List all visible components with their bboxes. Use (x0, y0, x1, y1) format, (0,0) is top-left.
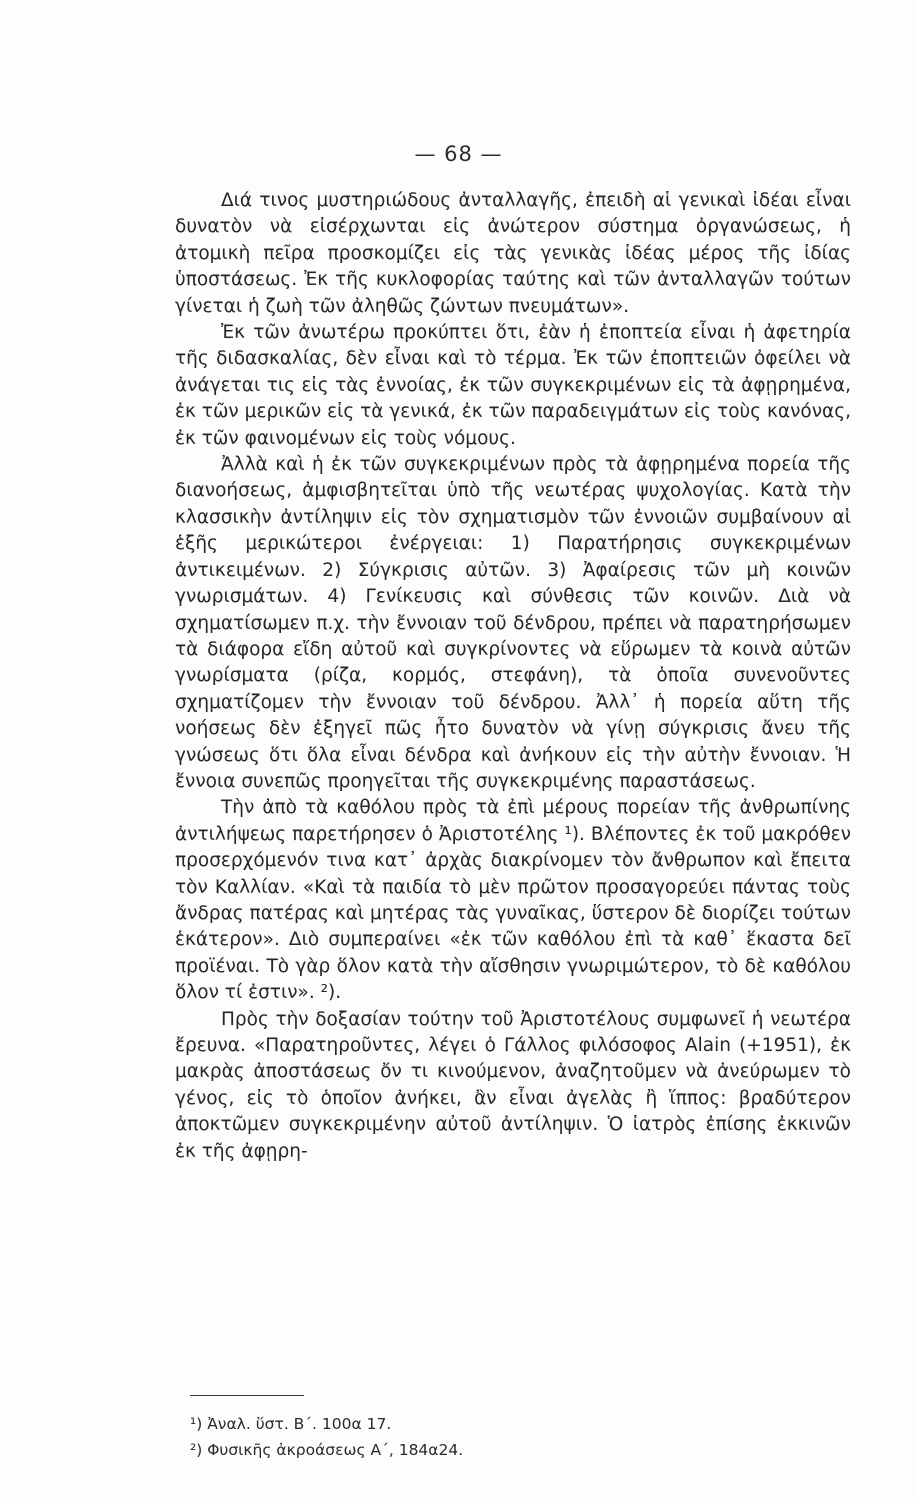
footnote: ¹) Ἀναλ. ὕστ. Β΄. 100α 17. (190, 1415, 392, 1433)
paragraph-continuation: Διά τινος μυστηριώδους ἀνταλλαγῆς, ἐπειδὴ αἱ γενικαὶ ἰδέαι εἶναι δυνατὸν νὰ εἰσέρχωνται εἰς ἀνώτερον σύστημα ὀργανώσεως, ἡ ἀτομικὴ πεῖρα προσκομίζει εἰς τὰς γενικὰς ἰδέας μέρος τῆς ἰδίας ὑποστάσεως. Ἐκ τῆς κυκλοφορίας ταύτης καὶ τῶν ἀνταλλαγῶν τούτων γίνεται ἡ ζωὴ τῶν ἀληθῶς ζώντων πνευμάτων». (175, 190, 851, 317)
paragraph: Πρὸς τὴν δοξασίαν τούτην τοῦ Ἀριστοτέλους συμφωνεῖ ἡ νεωτέρα ἔρευνα. «Παρατηροῦντες, λέγει ὁ Γάλλος φιλόσοφος Alain (+1951), ἐκ μακρὰς ἀποστάσεως ὄν τι κινούμενον, ἀναζητοῦμεν νὰ ἀνεύρωμεν τὸ γένος, εἰς τὸ ὁποῖον ἀνήκει, ἂν εἶναι ἀγελὰς ἢ ἵππος: βραδύτερον ἀποκτῶμεν συγκεκριμένην αὐτοῦ ἀντίληψιν. Ὁ ἰατρὸς ἐπίσης ἐκκινῶν ἐκ τῆς ἀφῃρη- (175, 1008, 851, 1162)
paragraph: Τὴν ἀπὸ τὰ καθόλου πρὸς τὰ ἐπὶ μέρους πορείαν τῆς ἀνθρωπίνης ἀντιλήψεως παρετήρησεν ὁ Ἀριστοτέλης ¹). Βλέποντες ἐκ τοῦ μακρόθεν προσερχόμενόν τινα κατ᾽ ἀρχὰς διακρίνομεν τὸν ἄνθρωπον καὶ ἔπειτα τὸν Καλλίαν. «Καὶ τὰ παιδία τὸ μὲν πρῶτον προσαγορεύει πάντας τοὺς ἄνδρας πατέρας καὶ μητέρας τὰς γυναῖκας, ὕστερον δὲ διορίζει τούτων ἑκάτερον». Διὸ συμπεραίνει «ἐκ τῶν καθόλου ἐπὶ τὰ καθ᾽ ἕκαστα δεῖ προϊέναι. Τὸ γὰρ ὅλον κατὰ τὴν αἴσθησιν γνωριμώτερον, τὸ δὲ καθόλου ὅλον τί ἐστιν». ²). (175, 797, 851, 1004)
footnotes (190, 1411, 790, 1463)
page-number: — 68 — (414, 142, 503, 166)
body-text (175, 188, 851, 1165)
paragraph: Ἐκ τῶν ἀνωτέρω προκύπτει ὅτι, ἐὰν ἡ ἐποπτεία εἶναι ἡ ἀφετηρία τῆς διδασκαλίας, δὲν εἶναι καὶ τὸ τέρμα. Ἐκ τῶν ἐποπτειῶν ὀφείλει νὰ ἀνάγεται τις εἰς τὰς ἐννοίας, ἐκ τῶν συγκεκριμένων εἰς τὰ ἀφῃρημένα, ἐκ τῶν μερικῶν εἰς τὰ γενικά, ἐκ τῶν παραδειγμάτων εἰς τοὺς κανόνας, ἐκ τῶν φαινομένων εἰς τοὺς νόμους. (175, 322, 851, 449)
footnote-divider (190, 1395, 304, 1396)
footnote: ²) Φυσικῆς ἀκροάσεως Α΄, 184α24. (190, 1441, 464, 1459)
paragraph: Ἀλλὰ καὶ ἡ ἐκ τῶν συγκεκριμένων πρὸς τὰ ἀφῃρημένα πορεία τῆς διανοήσεως, ἀμφισβητεῖται ὑπὸ τῆς νεωτέρας ψυχολογίας. Κατὰ τὴν κλασσικὴν ἀντίληψιν εἰς τὸν σχηματισμὸν τῶν ἐννοιῶν συμβαίνουν αἱ ἑξῆς μερικώτεροι ἐνέργειαι: 1) Παρατήρησις συγκεκριμένων ἀντικειμένων. 2) Σύγκρισις αὐτῶν. 3) Ἀφαίρεσις τῶν μὴ κοινῶν γνωρισμάτων. 4) Γενίκευσις καὶ σύνθεσις τῶν κοινῶν. Διὰ νὰ σχηματίσωμεν π.χ. τὴν ἔννοιαν τοῦ δένδρου, πρέπει νὰ παρατηρήσωμεν τὰ διάφορα εἴδη αὐτοῦ καὶ συγκρίνοντες νὰ εὕρωμεν τὰ κοινὰ αὐτῶν γνωρίσματα (ρίζα, κορμός, στεφάνη), τὰ ὁποῖα συνενοῦντες σχηματίζομεν τὴν ἔννοιαν τοῦ δένδρου. Ἀλλ᾽ ἡ πορεία αὕτη τῆς νοήσεως δὲν ἐξηγεῖ πῶς ἦτο δυνατὸν νὰ γίνῃ σύγκρισις ἄνευ τῆς γνώσεως ὅτι ὅλα εἶναι δένδρα καὶ ἀνήκουν εἰς τὴν αὐτὴν ἔννοιαν. Ἡ ἔννοια συνεπῶς προηγεῖται τῆς συγκεκριμένης παραστάσεως. (175, 454, 851, 792)
